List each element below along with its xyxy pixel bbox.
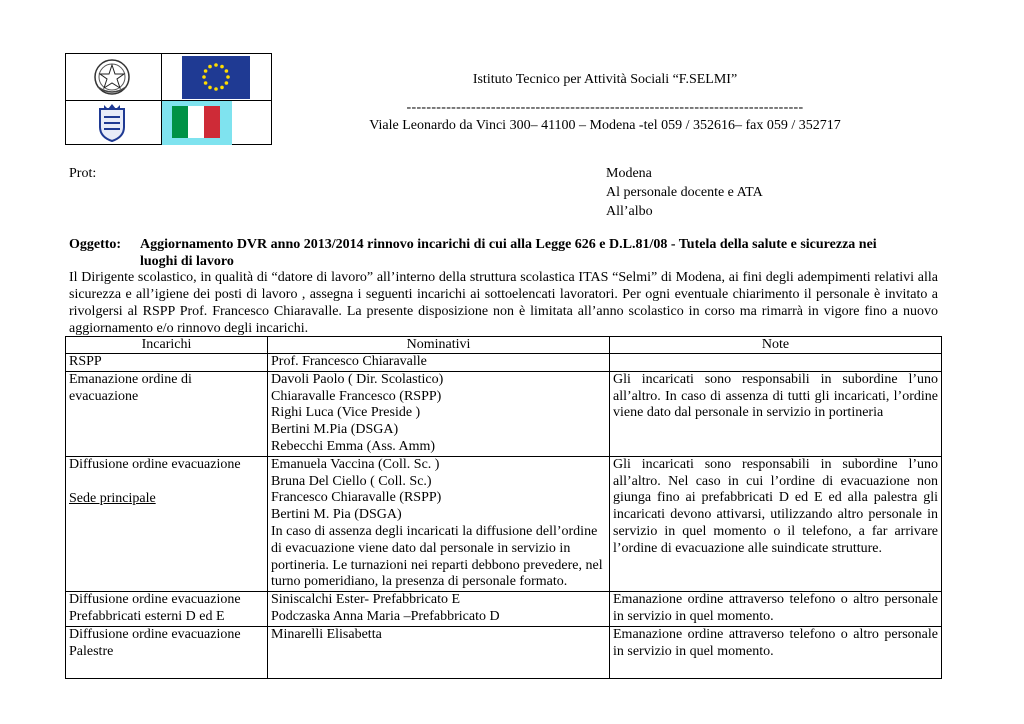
nominativi-cell: Siniscalchi Ester- Prefabbricato E Podczaska Anna Maria –Prefabbricato D bbox=[268, 592, 610, 627]
recipient-city: Modena bbox=[606, 166, 652, 181]
nominativi-cell: Prof. Francesco Chiaravalle bbox=[268, 354, 610, 372]
assignments-table bbox=[65, 336, 942, 679]
table-row bbox=[66, 371, 942, 456]
table-row bbox=[66, 592, 942, 627]
nominativi-list: Emanuela Vaccina (Coll. Sc. ) Bruna Del Ciello ( Coll. Sc.) Francesco Chiaravalle (RSPP) Bertini M. Pia (DSGA) bbox=[271, 456, 442, 523]
note-cell: Emanazione ordine attraverso telefono o altro personale in servizio in quel momento. bbox=[610, 626, 942, 678]
nominativi-cell: Minarelli Elisabetta bbox=[268, 626, 610, 678]
incarico-cell: Emanazione ordine di evacuazione bbox=[66, 371, 268, 456]
table-row bbox=[66, 626, 942, 678]
subject-block bbox=[69, 236, 939, 270]
note-cell: Emanazione ordine attraverso telefono o altro personale in servizio in quel momento. bbox=[610, 592, 942, 627]
note-cell: Gli incaricati sono responsabili in subordine l’uno all’altro. In caso di assenza di tutti gli incaricati, l’ordine viene dato dal personale in servizio in portineria bbox=[610, 371, 942, 456]
header-note: Note bbox=[610, 337, 942, 354]
table-row bbox=[66, 354, 942, 372]
subject-text: Aggiornamento DVR anno 2013/2014 rinnovo incarichi di cui alla Legge 626 e D.L.81/08 - Tutela della salute e sicurezza nei bbox=[140, 237, 877, 252]
incarico-cell bbox=[66, 456, 268, 591]
header-separator: -------------------------------------------------------------------------------- bbox=[406, 100, 804, 115]
body-paragraph: Il Dirigente scolastico, in qualità di “datore di lavoro” all’interno della struttura scolastica ITAS “Selmi” di Modena, ai fini degli adempimenti relativi alla sicurezza e all’igiene dei posti di lavoro , assegna i seguenti incarichi ai sottoelencati lavoratori. Per ogni eventuale chiarimento il personale è invitato a rivolgersi al RSPP Prof. Francesco Chiaravalle. La presente disposizione non è limitata all’anno scolastico in corso ma rimarrà in vigore fino a nuovo aggiornamento e/o rinnovo degli incarichi. bbox=[69, 270, 938, 336]
header-incarichi: Incarichi bbox=[66, 337, 268, 354]
modena-crest-icon bbox=[96, 103, 128, 143]
nominativi-cell bbox=[268, 456, 610, 591]
subject-label: Oggetto: bbox=[69, 237, 122, 252]
nominativi-cell: Davoli Paolo ( Dir. Scolastico) Chiaravalle Francesco (RSPP) Righi Luca (Vice Preside ) Bertini M.Pia (DSGA) Rebecchi Emma (Ass. Amm) bbox=[268, 371, 610, 456]
note-cell: Gli incaricati sono responsabili in subordine l’uno all’altro. Nel caso in cui l’ordine di evacuazione non giunga fino ai prefabbricati D ed E ed alla palestra gli incaricati devono attivarsi, utilizzando altro personale in servizio in quel momento o il telefono, a far arrivare l’ordine di evacuazione alle suindicate strutture. bbox=[610, 456, 942, 591]
recipient-staff: Al personale docente e ATA bbox=[606, 185, 763, 200]
prot-label: Prot: bbox=[69, 166, 97, 181]
incarico-location: Sede principale bbox=[69, 490, 156, 506]
institute-address: Viale Leonardo da Vinci 300– 41100 – Modena -tel 059 / 352616– fax 059 / 352717 bbox=[369, 118, 841, 133]
table-header-row bbox=[66, 337, 942, 354]
italy-flag-icon bbox=[162, 101, 232, 145]
header-nominativi: Nominativi bbox=[268, 337, 610, 354]
incarico-cell: RSPP bbox=[66, 354, 268, 372]
recipient-board: All’albo bbox=[606, 204, 653, 219]
logo-grid bbox=[65, 53, 272, 145]
eu-flag-icon bbox=[182, 56, 250, 99]
nominativi-note: In caso di assenza degli incaricati la diffusione dell’ordine di evacuazione viene dato dal personale in servizio in portineria. Le turnazioni nei reparti debbono prevedere, nel turno pomeridiano, la presenza di personale formato. bbox=[271, 523, 603, 590]
incarico-cell: Diffusione ordine evacuazione Prefabbricati esterni D ed E bbox=[66, 592, 268, 627]
italian-republic-emblem-icon bbox=[92, 57, 132, 97]
incarico-title: Diffusione ordine evacuazione bbox=[69, 456, 241, 472]
institute-name: Istituto Tecnico per Attività Sociali “F.SELMI” bbox=[472, 72, 738, 87]
table-row bbox=[66, 456, 942, 591]
note-cell bbox=[610, 354, 942, 372]
subject-text-continued: luoghi di lavoro bbox=[140, 254, 234, 269]
incarico-cell: Diffusione ordine evacuazione Palestre bbox=[66, 626, 268, 678]
